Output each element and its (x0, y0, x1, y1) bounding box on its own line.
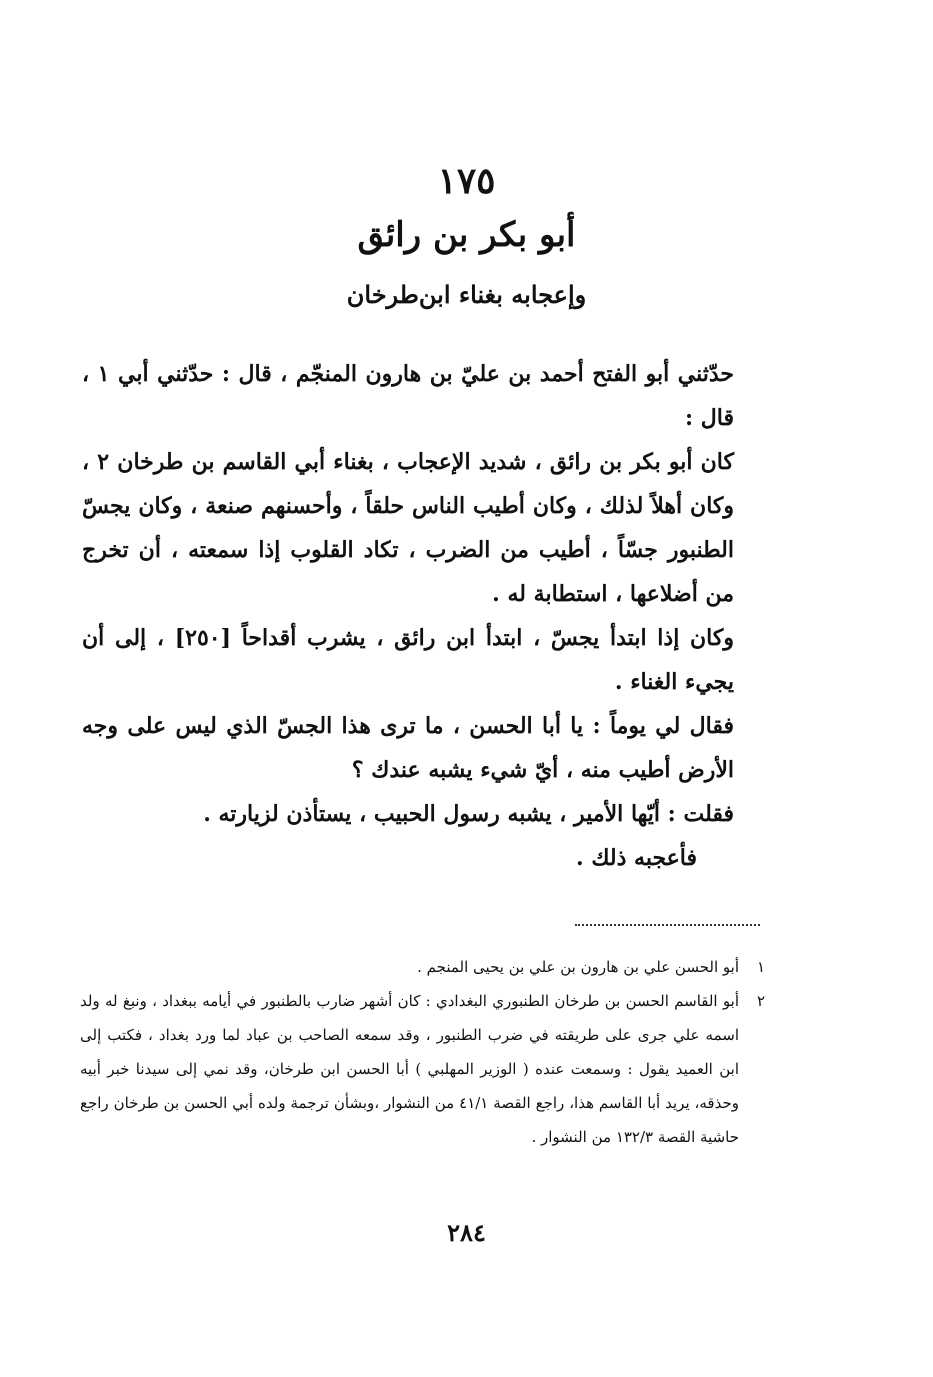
footnotes (80, 950, 765, 1154)
story-number: ١٧٥ (437, 160, 496, 202)
paragraph: حدّثني أبو الفتح أحمد بن عليّ بن هارون المنجّم ، قال : حدّثني أبي ١ ، قال : (82, 361, 734, 431)
footnote-number: ١ (756, 958, 765, 976)
story-subtitle: وإعجابه بغناء ابن‌طرخان (346, 280, 587, 309)
footnote-divider (575, 924, 760, 926)
paragraph: فقال لي يوماً : يا أبا الحسن ، ما ترى هذا الجسّ الذي ليس على وجه الأرض أطيب منه ، أيّ شيء يشبه عندك ؟ (82, 713, 734, 783)
footnote (80, 950, 765, 984)
footnote-text: أبو القاسم الحسن بن طرخان الطنبوري البغدادي : كان أشهر ضارب بالطنبور في أيامه ببغداد ، ونبغ له ولد اسمه علي جرى على طريقته في ضرب الطنبور ، وقد سمعه الصاحب بن عباد لما ورد بغداد ، فكتب إلى ابن العميد يقول : وسمعت عنده ( الوزير المهلبي ) أبا الحسن ابن طرخان، وقد نمي إلى سيدنا خبر أبيه وحذقه، يريد أبا القاسم هذا، راجع القصة ٤١/١ من النشوار ،وبشأن ترجمة ولده أبي الحسن بن طرخان راجع حاشية القصة ١٣٢/٣ من النشوار . (80, 992, 739, 1146)
paragraph: كان أبو بكر بن رائق ، شديد الإعجاب ، بغناء أبي القاسم بن طرخان ٢ ، وكان أهلاً لذلك ، وكان أطيب الناس حلقاً ، وأحسنهم صنعة ، وكان يجسّ الطنبور جسّاً ، أطيب من الضرب ، تكاد القلوب إذا سمعته ، أن تخرج من أضلاعها ، استطابة له . (82, 449, 734, 607)
story-body (82, 352, 762, 880)
page-number: ٢٨٤ (447, 1218, 486, 1247)
paragraph: وكان إذا ابتدأ يجسّ ، ابتدأ ابن رائق ، يشرب أقداحاً [٢٥٠] ، إلى أن يجيء الغناء . (82, 625, 734, 695)
story-title: أبو بكر بن رائق (357, 215, 576, 255)
paragraph: فقلت : أيّها الأمير ، يشبه رسول الحبيب ، يستأذن لزيارته . (203, 801, 734, 827)
footnote-text: أبو الحسن علي بن هارون بن علي بن يحيى المنجم . (417, 958, 739, 976)
footnote-number: ٢ (756, 992, 765, 1010)
paragraph: فأعجبه ذلك . (576, 845, 697, 871)
footnote (80, 984, 765, 1154)
